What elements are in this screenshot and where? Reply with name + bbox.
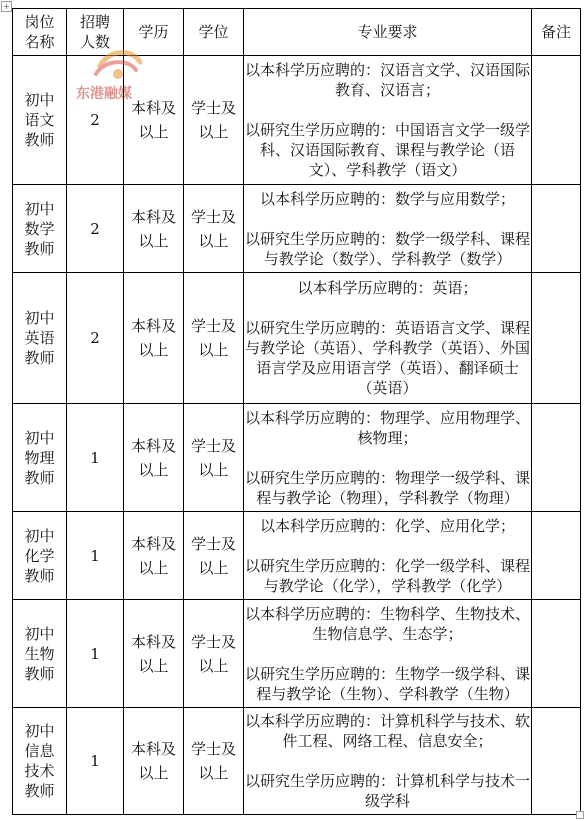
header-remarks: 备注 (532, 9, 581, 56)
major-requirements-cell: 以本科学历应聘的：化学、应用化学； 以研究生学历应聘的：化学一级学科、课程与教学论（化学），学科教学（化学） (244, 512, 532, 600)
post-name-cell: 初中 数学 教师 (13, 185, 67, 273)
table-row (13, 273, 581, 404)
degree-cell: 学士及 以上 (184, 273, 244, 404)
table-row (13, 512, 581, 600)
remarks-cell (532, 708, 581, 815)
education-cell: 本科及 以上 (124, 185, 184, 273)
education-cell: 本科及 以上 (124, 273, 184, 404)
table-move-handle[interactable]: + (1, 1, 12, 12)
remarks-cell (532, 404, 581, 512)
remarks-cell (532, 600, 581, 708)
education-cell: 本科及 以上 (124, 56, 184, 185)
table-row (13, 185, 581, 273)
remarks-cell (532, 185, 581, 273)
post-name-cell: 初中 生物 教师 (13, 600, 67, 708)
post-name-cell: 初中 物理 教师 (13, 404, 67, 512)
education-cell: 本科及 以上 (124, 512, 184, 600)
education-cell: 本科及 以上 (124, 708, 184, 815)
major-requirements-cell: 以本科学历应聘的：汉语言文学、汉语国际教育、汉语言； 以研究生学历应聘的：中国语言文学一级学科、汉语国际教育、课程与教学论（语文）、学科教学（语文） (244, 56, 532, 185)
header-headcount: 招聘 人数 (67, 9, 124, 56)
headcount-cell: 1 (67, 404, 124, 512)
table-row (13, 56, 581, 185)
table-row (13, 404, 581, 512)
headcount-cell: 1 (67, 708, 124, 815)
degree-cell: 学士及 以上 (184, 600, 244, 708)
headcount-cell: 2 (67, 56, 124, 185)
degree-cell: 学士及 以上 (184, 404, 244, 512)
major-requirements-cell: 以本科学历应聘的：英语； 以研究生学历应聘的：英语语言文学、课程与教学论（英语）、学科教学（英语）、外国语言学及应用语言学（英语）、翻译硕士（英语） (244, 273, 532, 404)
headcount-cell: 1 (67, 512, 124, 600)
major-requirements-cell: 以本科学历应聘的：计算机科学与技术、软件工程、网络工程、信息安全； 以研究生学历应聘的：计算机科学与技术一级学科 (244, 708, 532, 815)
remarks-cell (532, 512, 581, 600)
remarks-cell (532, 273, 581, 404)
headcount-cell: 2 (67, 273, 124, 404)
table-row (13, 600, 581, 708)
degree-cell: 学士及 以上 (184, 708, 244, 815)
headcount-cell: 2 (67, 185, 124, 273)
degree-cell: 学士及 以上 (184, 185, 244, 273)
table-resize-handle[interactable] (576, 811, 584, 819)
header-degree: 学位 (184, 9, 244, 56)
table-row (13, 708, 581, 815)
degree-cell: 学士及 以上 (184, 56, 244, 185)
header-education: 学历 (124, 9, 184, 56)
major-requirements-cell: 以本科学历应聘的：生物科学、生物技术、生物信息学、生态学； 以研究生学历应聘的：生物学一级学科、课程与教学论（生物）、学科教学（生物） (244, 600, 532, 708)
post-name-cell: 初中 化学 教师 (13, 512, 67, 600)
post-name-cell: 初中 英语 教师 (13, 273, 67, 404)
watermark-text: 东港融媒 (76, 86, 132, 102)
header-post-name: 岗位 名称 (13, 9, 67, 56)
headcount-cell: 1 (67, 600, 124, 708)
post-name-cell: 初中 语文 教师 (13, 56, 67, 185)
degree-cell: 学士及 以上 (184, 512, 244, 600)
header-major-requirements: 专业要求 (244, 9, 532, 56)
table-header-row (13, 9, 581, 56)
education-cell: 本科及 以上 (124, 404, 184, 512)
education-cell: 本科及 以上 (124, 600, 184, 708)
major-requirements-cell: 以本科学历应聘的：物理学、应用物理学、核物理； 以研究生学历应聘的：物理学一级学科、课程与教学论（物理），学科教学（物理） (244, 404, 532, 512)
post-name-cell: 初中 信息 技术 教师 (13, 708, 67, 815)
recruitment-table (12, 8, 581, 815)
major-requirements-cell: 以本科学历应聘的：数学与应用数学； 以研究生学历应聘的：数学一级学科、课程与教学论（数学）、学科教学（数学） (244, 185, 532, 273)
remarks-cell (532, 56, 581, 185)
